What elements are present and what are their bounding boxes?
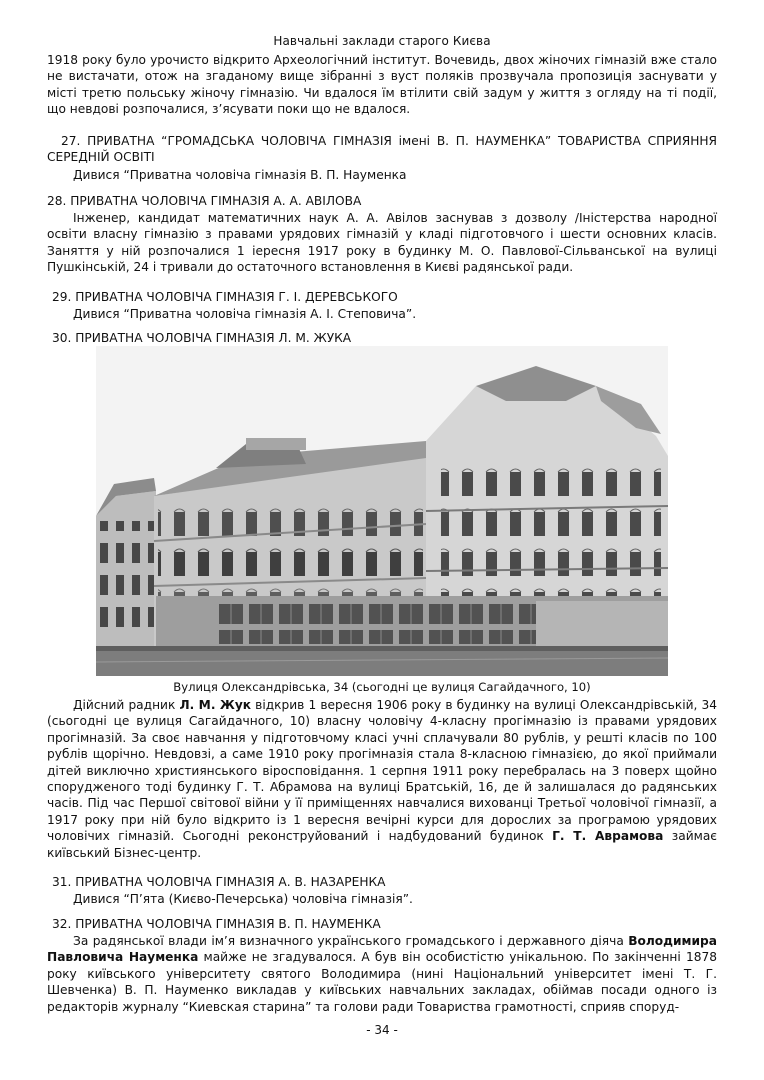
- section-29-see-also: Дивися “Приватна чоловіча гімназія А. І. Степовича”.: [73, 307, 417, 321]
- section-32-text-lead: За радянської влади ім’я визначного українського громадського і державного діяча: [73, 934, 629, 948]
- section-32-text-main: майже не згадувалося. А був він особистістю унікальною. По закінченні 1878 року київського університету святого Володимира (нині Національний університет імені Т. Г. Шевченка) В. П. Науменко викладав у київських навчальних закладах, обіймав посади одного із редакторів журналу “Киевская старина” та голови ради Товариства грамотності, сприяв споруд-: [47, 950, 717, 1014]
- section-29-heading: 29. ПРИВАТНА ЧОЛОВІЧА ГІМНАЗІЯ Г. І. ДЕРЕВСЬКОГО: [52, 290, 398, 304]
- section-28-heading: 28. ПРИВАТНА ЧОЛОВІЧА ГІМНАЗІЯ А. А. АВІЛОВА: [47, 194, 362, 208]
- section-27-see-also: Дивися “Приватна чоловіча гімназія В. П. Науменка: [73, 168, 407, 182]
- building-photo: [96, 346, 668, 676]
- section-32-name-bold: Володимира Павловича Науменка: [47, 934, 717, 965]
- page-number: - 34 -: [366, 1023, 398, 1037]
- section-31-see-also: Дивися “П’ята (Києво-Печерська) чоловіча гімназія”.: [73, 892, 413, 906]
- photo-caption: Вулиця Олександрівська, 34 (сьогодні це вулиця Сагайдачного, 10): [173, 680, 591, 694]
- section-30-name-bold: Л. М. Жук: [179, 698, 252, 712]
- section-30-paragraph: [47, 697, 717, 861]
- section-31-heading: 31. ПРИВАТНА ЧОЛОВІЧА ГІМНАЗІЯ А. В. НАЗАРЕНКА: [52, 875, 386, 889]
- intro-paragraph: 1918 року було урочисто відкрито Археологічний інститут. Вочевидь, двох жіночих гімназій вже стало не вистачати, отож на згаданому вище зібранні з вуст поляків прозвучала пропозиція заснувати у місті третю польську жіночу гімназію. Чи вдалося їм втілити свій задум у життя з огляду на ті події, що невдові розпочалися, з’ясувати поки що не вдалося.: [47, 53, 717, 117]
- section-28-paragraph: Інженер, кандидат математичних наук А. А. Авілов заснував з дозволу /Іністерства народної освіти власну гімназію з правами урядових гімназій у кладі підготовчого і шести основних класів. Заняття у ній розпочалися 1 іересня 1917 року в будинку М. О. Павлової-Сільванської на вулиці Пушкінській, 24 і тривали до остаточного встановлення в Києві радянської ради.: [47, 211, 717, 275]
- building-photo-drawing: [96, 346, 668, 676]
- section-32-paragraph: [47, 933, 717, 1015]
- section-27-heading: 27. ПРИВАТНА “ГРОМАДСЬКА ЧОЛОВІЧА ГІМНАЗІЯ імені В. П. НАУМЕНКА” ТОВАРИСТВА СПРИЯННЯ СЕРЕДНІЙ ОСВІТІ: [47, 134, 717, 165]
- running-header: Навчальні заклади старого Києва: [273, 34, 491, 48]
- section-30-heading: 30. ПРИВАТНА ЧОЛОВІЧА ГІМНАЗІЯ Л. М. ЖУКА: [52, 331, 352, 345]
- section-30-text-tail: займає київський Бізнес-центр.: [47, 829, 717, 860]
- section-30-text-lead: Дійсний радник: [73, 698, 180, 712]
- section-32-heading: 32. ПРИВАТНА ЧОЛОВІЧА ГІМНАЗІЯ В. П. НАУМЕНКА: [52, 917, 381, 931]
- section-30-owner-bold: Г. Т. Аврамова: [552, 829, 664, 844]
- section-30-text-main: відкрив 1 вересня 1906 року в будинку на вулиці Олександрівській, 34 (сьогодні це вулиця Сагайдачного, 10) власну чоловічу 4-класну прогімназію із правами урядових прогімназій. За своє навчання у підготовчому класі учні сплачували 80 рублів, у решті класів по 100 рублів щорічно. Невдовзі, а саме 1910 року прогімназія стала 8-класною гімназією, до якої приймали дітей виключно християнського віросповідання. 1 серпня 1911 року перебралась на 3 поверх щойно спорудженого тоді будинку Г. Т. Абрамова на вулиці Братській, 16, де й залишалася до радянських часів. Під час Першої світової війни у її приміщеннях навчалися вихованці Третьої чоловічої гімназії, а 1917 року при ній було відкрито із 1 вересня вечірні курси для дорослих за програмою урядових чоловічих гімназій. Сьогодні реконструйований і надбудований будинок: [47, 698, 717, 844]
